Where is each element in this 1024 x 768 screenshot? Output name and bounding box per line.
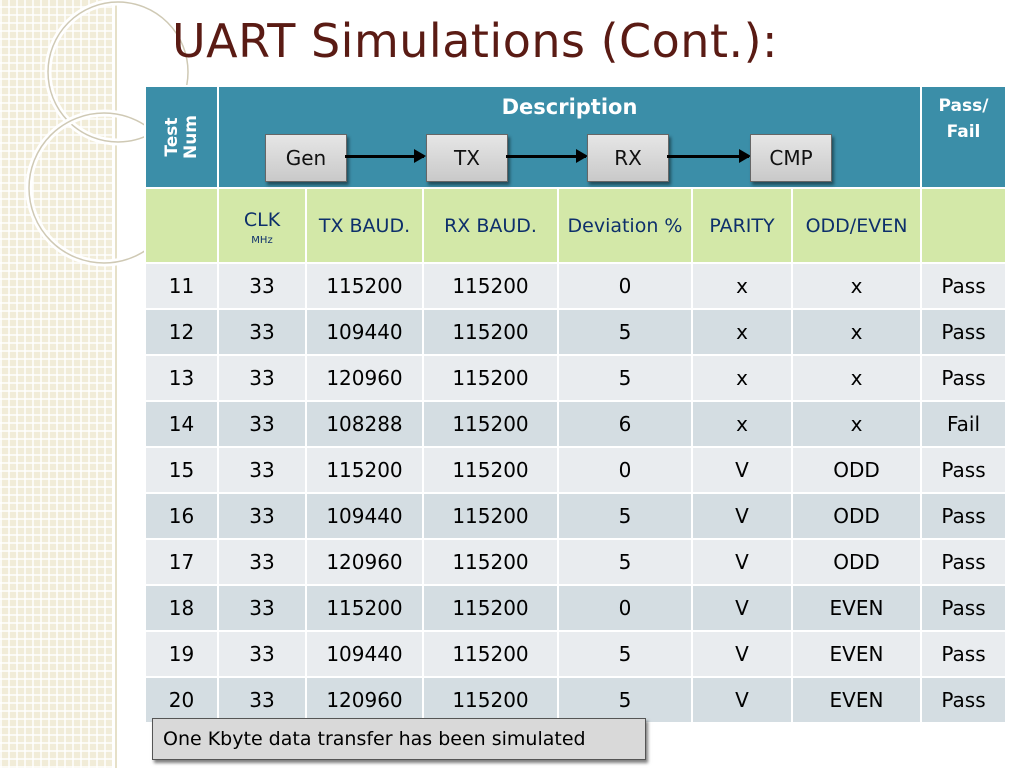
deviation-cell: 5	[558, 631, 692, 677]
clk-cell: 33	[218, 631, 306, 677]
arrow-icon	[345, 155, 424, 158]
test-num-cell: 17	[145, 539, 218, 585]
pass-fail-label: Pass/ Fail	[938, 96, 989, 142]
table-row	[145, 631, 1006, 677]
clk-unit: MHz	[251, 234, 273, 246]
odd-even-cell: x	[792, 309, 921, 355]
deviation-header: Deviation %	[558, 188, 692, 263]
tx-baud-cell: 115200	[306, 263, 423, 309]
deviation-cell: 6	[558, 401, 692, 447]
table-row	[145, 585, 1006, 631]
tx-baud-header: TX BAUD.	[306, 188, 423, 263]
parity-cell: V	[692, 677, 792, 723]
table-row	[145, 309, 1006, 355]
tx-baud-cell: 115200	[306, 447, 423, 493]
odd-even-cell: x	[792, 263, 921, 309]
parity-cell: x	[692, 263, 792, 309]
tx-baud-cell: 109440	[306, 493, 423, 539]
empty-subheader-cell	[921, 188, 1006, 263]
parity-cell: V	[692, 493, 792, 539]
rx-baud-cell: 115200	[423, 631, 558, 677]
rx-baud-cell: 115200	[423, 309, 558, 355]
clk-cell: 33	[218, 401, 306, 447]
rx-baud-cell: 115200	[423, 493, 558, 539]
test-num-cell: 15	[145, 447, 218, 493]
tx-baud-cell: 108288	[306, 401, 423, 447]
parity-cell: x	[692, 401, 792, 447]
deviation-cell: 5	[558, 493, 692, 539]
test-num-cell: 16	[145, 493, 218, 539]
result-cell: Fail	[921, 401, 1006, 447]
test-num-cell: 14	[145, 401, 218, 447]
result-cell: Pass	[921, 447, 1006, 493]
deviation-cell: 0	[558, 447, 692, 493]
note-box: One Kbyte data transfer has been simulated	[152, 718, 646, 760]
clk-cell: 33	[218, 447, 306, 493]
table-row	[145, 447, 1006, 493]
odd-even-cell: EVEN	[792, 677, 921, 723]
result-cell: Pass	[921, 677, 1006, 723]
tx-baud-cell: 109440	[306, 309, 423, 355]
result-cell: Pass	[921, 355, 1006, 401]
clk-cell: 33	[218, 263, 306, 309]
result-cell: Pass	[921, 631, 1006, 677]
cmp-block: CMP	[750, 134, 832, 182]
page-title: UART Simulations (Cont.):	[172, 14, 779, 68]
parity-cell: V	[692, 447, 792, 493]
parity-cell: x	[692, 355, 792, 401]
simulation-table	[144, 85, 1007, 724]
description-header	[218, 86, 921, 188]
clk-header	[218, 188, 306, 263]
description-label: Description	[501, 95, 638, 119]
tx-baud-cell: 115200	[306, 585, 423, 631]
test-num-label: Test Num	[161, 114, 201, 160]
result-cell: Pass	[921, 493, 1006, 539]
test-num-cell: 18	[145, 585, 218, 631]
clk-cell: 33	[218, 585, 306, 631]
arrow-icon	[506, 155, 586, 158]
flow-diagram	[219, 87, 920, 187]
decorative-side-strip	[0, 0, 115, 768]
clk-cell: 33	[218, 539, 306, 585]
odd-even-cell: ODD	[792, 539, 921, 585]
rx-baud-cell: 115200	[423, 355, 558, 401]
parity-cell: x	[692, 309, 792, 355]
arrow-icon	[667, 155, 749, 158]
pass-fail-header	[921, 86, 1006, 188]
result-cell: Pass	[921, 539, 1006, 585]
tx-baud-cell: 120960	[306, 539, 423, 585]
table-row	[145, 493, 1006, 539]
table-row	[145, 355, 1006, 401]
test-num-cell: 11	[145, 263, 218, 309]
rx-baud-header: RX BAUD.	[423, 188, 558, 263]
tx-block: TX	[426, 134, 508, 182]
odd-even-header: ODD/EVEN	[792, 188, 921, 263]
clk-cell: 33	[218, 309, 306, 355]
rx-baud-cell: 115200	[423, 585, 558, 631]
tx-baud-cell: 109440	[306, 631, 423, 677]
result-cell: Pass	[921, 263, 1006, 309]
table-row	[145, 263, 1006, 309]
deviation-cell: 5	[558, 677, 692, 723]
clk-label: CLK	[243, 208, 281, 231]
rx-baud-cell: 115200	[423, 677, 558, 723]
table-row	[145, 539, 1006, 585]
odd-even-cell: EVEN	[792, 585, 921, 631]
empty-subheader-cell	[145, 188, 218, 263]
deviation-cell: 5	[558, 355, 692, 401]
rx-baud-cell: 115200	[423, 447, 558, 493]
parity-header: PARITY	[692, 188, 792, 263]
clk-cell: 33	[218, 677, 306, 723]
deviation-cell: 5	[558, 539, 692, 585]
clk-cell: 33	[218, 355, 306, 401]
test-num-cell: 19	[145, 631, 218, 677]
parity-cell: V	[692, 585, 792, 631]
table-subheader-row	[145, 188, 1006, 263]
test-num-cell: 12	[145, 309, 218, 355]
deviation-cell: 0	[558, 263, 692, 309]
table-row	[145, 401, 1006, 447]
test-num-cell: 20	[145, 677, 218, 723]
deviation-cell: 5	[558, 309, 692, 355]
gen-block: Gen	[265, 134, 347, 182]
rx-baud-cell: 115200	[423, 539, 558, 585]
rx-block: RX	[587, 134, 669, 182]
test-num-cell: 13	[145, 355, 218, 401]
odd-even-cell: ODD	[792, 447, 921, 493]
clk-cell: 33	[218, 493, 306, 539]
rx-baud-cell: 115200	[423, 401, 558, 447]
rx-baud-cell: 115200	[423, 263, 558, 309]
parity-cell: V	[692, 539, 792, 585]
odd-even-cell: x	[792, 401, 921, 447]
odd-even-cell: ODD	[792, 493, 921, 539]
test-num-header	[145, 86, 218, 188]
result-cell: Pass	[921, 309, 1006, 355]
tx-baud-cell: 120960	[306, 355, 423, 401]
parity-cell: V	[692, 631, 792, 677]
table-header-row	[145, 86, 1006, 188]
result-cell: Pass	[921, 585, 1006, 631]
odd-even-cell: EVEN	[792, 631, 921, 677]
tx-baud-cell: 120960	[306, 677, 423, 723]
odd-even-cell: x	[792, 355, 921, 401]
deviation-cell: 0	[558, 585, 692, 631]
table-row	[145, 677, 1006, 723]
